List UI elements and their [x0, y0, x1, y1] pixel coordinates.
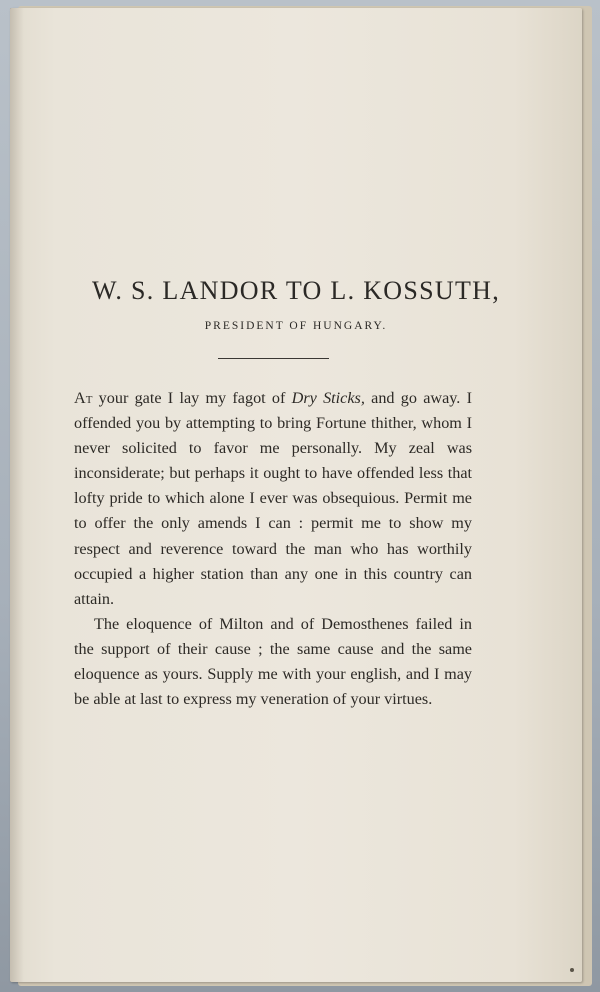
spine-shadow: [10, 8, 24, 982]
page-title: W. S. LANDOR TO L. KOSSUTH,: [91, 276, 501, 305]
paragraph-1: [74, 386, 472, 612]
divider-rule: [218, 358, 329, 359]
book-title-italic: Dry Sticks,: [291, 389, 365, 407]
paragraph-1-text-a: your gate I lay my fagot of: [92, 389, 292, 407]
paragraph-1-text-b: and go away. I offended you by attempting to bring Fortune thither, whom I never solicited to favor me personally. My zeal was inconsiderate; but perhaps it ought to have offended less that lofty pride to which alone I ever was obsequious. Permit me to offer the only amends I can : permit me to show my respect and reverence toward the man who has worthily occupied a higher station than any one in this country can attain.: [74, 389, 472, 608]
paragraph-2: The eloquence of Milton and of Demosthenes failed in the support of their cause ; the same cause and the same eloquence as yours. Supply me with your english, and I may be able at last to express my veneration of your virtues.: [74, 614, 472, 709]
paragraph-initial: At: [74, 389, 93, 407]
page-mark: [570, 968, 574, 972]
letter-body: [74, 386, 472, 712]
page-subtitle: PRESIDENT OF HUNGARY.: [204, 320, 388, 332]
book-page: [10, 8, 582, 982]
